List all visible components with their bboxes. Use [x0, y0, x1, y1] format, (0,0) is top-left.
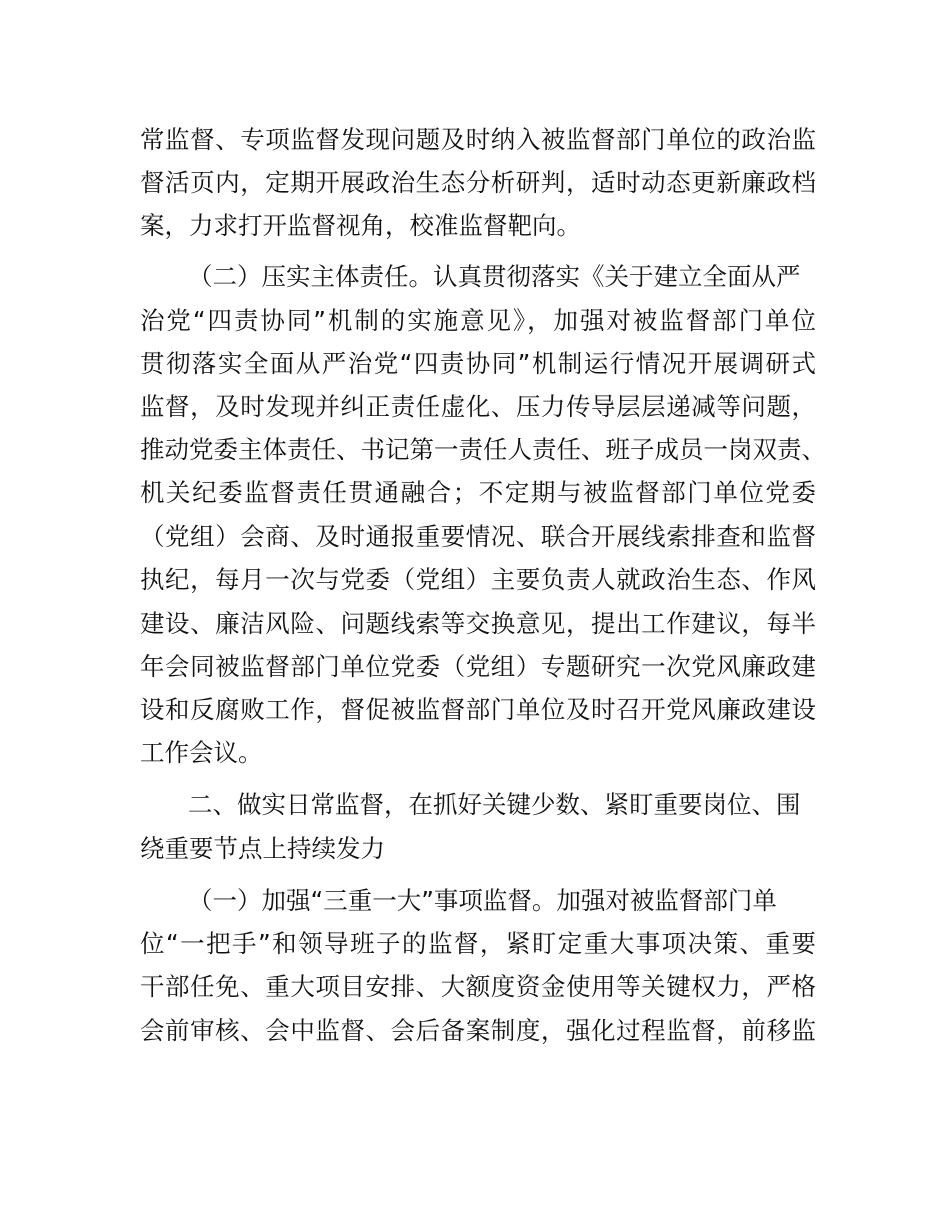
paragraph-2-line-5: 推动党委主体责任、书记第一责任人责任、班子成员一岗双责、	[140, 435, 826, 464]
section-heading-line-1: 二、做实日常监督，在抓好关键少数、紧盯重要岗位、围	[188, 790, 801, 819]
section-heading-line-2: 绕重要节点上持续发力	[140, 834, 385, 863]
paragraph-2-line-3: 贯彻落实全面从严治党“四责协同”机制运行情况开展调研式	[140, 349, 816, 378]
paragraph-2-line-12: 工作会议。	[140, 738, 263, 767]
paragraph-1-line-2: 督活页内，定期开展政治生态分析研判，适时动态更新廉政档	[140, 168, 816, 197]
paragraph-2-line-1: （二）压实主体责任。认真贯彻落实《关于建立全面从严	[188, 262, 801, 291]
paragraph-1-line-1: 常监督、专项监督发现问题及时纳入被监督部门单位的政治监	[140, 125, 816, 154]
paragraph-2-line-11: 设和反腐败工作，督促被监督部门单位及时召开党风廉政建设	[140, 695, 816, 724]
paragraph-2-line-8: 执纪，每月一次与党委（党组）主要负责人就政治生态、作风	[140, 565, 816, 594]
paragraph-2-line-10: 年会同被监督部门单位党委（党组）专题研究一次党风廉政建	[140, 652, 816, 681]
paragraph-2-line-6: 机关纪委监督责任贯通融合；不定期与被监督部门单位党委	[140, 478, 816, 507]
paragraph-2-line-2: 治党“四责协同”机制的实施意见》，加强对被监督部门单位	[140, 306, 816, 335]
paragraph-2-line-9: 建设、廉洁风险、问题线索等交换意见，提出工作建议，每半	[140, 609, 816, 638]
paragraph-4-line-1: （一）加强“三重一大”事项监督。加强对被监督部门单	[188, 886, 777, 915]
paragraph-4-line-3: 干部任免、重大项目安排、大额度资金使用等关键权力，严格	[140, 972, 816, 1001]
paragraph-4-line-2: 位“一把手”和领导班子的监督，紧盯定重大事项决策、重要	[140, 929, 816, 958]
paragraph-4-line-4: 会前审核、会中监督、会后备案制度，强化过程监督，前移监	[140, 1016, 816, 1045]
paragraph-1-line-3: 案，力求打开监督视角，校准监督靶向。	[140, 211, 581, 240]
paragraph-2-line-7: （党组）会商、及时通报重要情况、联合开展线索排查和监督	[140, 522, 816, 551]
paragraph-2-line-4: 监督，及时发现并纠正责任虚化、压力传导层层递减等问题，	[140, 392, 816, 421]
